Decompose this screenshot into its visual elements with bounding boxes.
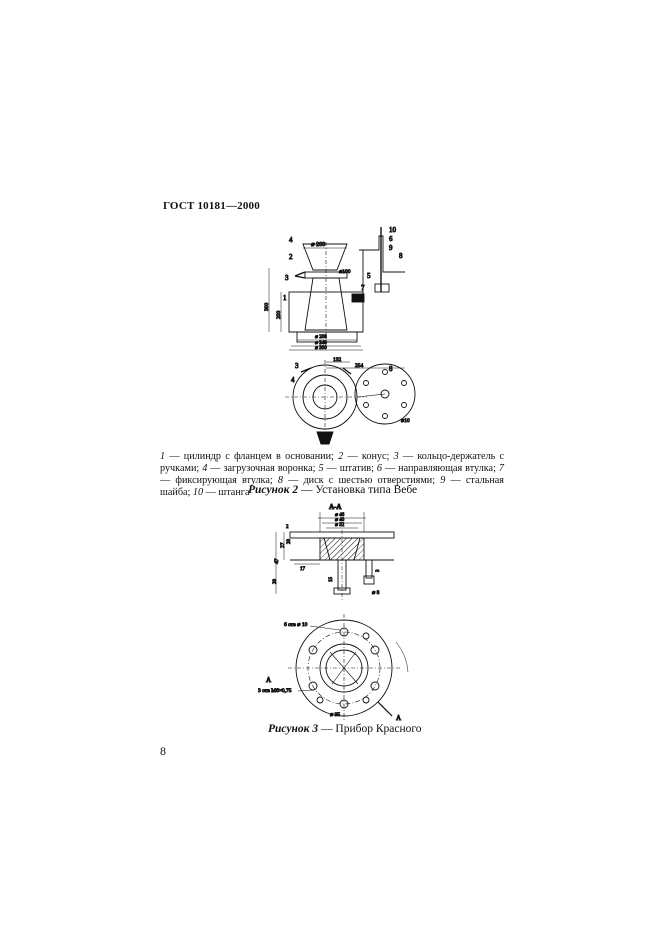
- svg-text:3: 3: [376, 569, 381, 572]
- svg-text:2: 2: [286, 525, 289, 530]
- svg-text:9: 9: [389, 244, 393, 252]
- svg-text:1: 1: [283, 294, 287, 302]
- svg-text:200: 200: [276, 310, 282, 319]
- figure-2-legend: 1 — цилиндр с фланцем в основании; 2 — конус; 3 — кольцо-держатель с ручками; 4 — загрузочная воронка; 5 — штатив; 6 — направляющая втулка; 7— фиксирующая втулка; 8 — диск с шестью отверстиями; 9 — стальная шайба; 10 — штанга: [160, 451, 504, 498]
- svg-text:7: 7: [361, 284, 365, 292]
- figure-3-plan-drawing: [258, 612, 418, 724]
- svg-text:⌀ 200: ⌀ 200: [311, 242, 326, 248]
- svg-text:⌀ 208: ⌀ 208: [315, 335, 327, 340]
- svg-text:4: 4: [289, 236, 293, 244]
- svg-text:⌀ 240: ⌀ 240: [315, 341, 327, 346]
- svg-text:254: 254: [355, 363, 364, 369]
- svg-text:132: 132: [333, 357, 342, 363]
- svg-text:17: 17: [300, 567, 305, 572]
- svg-text:⌀ 40: ⌀ 40: [335, 518, 345, 523]
- cone: [305, 278, 347, 330]
- svg-text:⌀10: ⌀10: [401, 418, 410, 424]
- base-flange: [297, 332, 357, 342]
- svg-text:3: 3: [295, 362, 299, 370]
- svg-text:15: 15: [329, 577, 334, 582]
- svg-text:3: 3: [285, 274, 289, 282]
- svg-text:27: 27: [280, 542, 286, 548]
- stand: [359, 236, 405, 300]
- svg-text:⌀ 300: ⌀ 300: [315, 346, 327, 351]
- svg-text:А-А: А-А: [329, 503, 342, 511]
- svg-text:⌀ 95: ⌀ 95: [330, 712, 341, 718]
- svg-text:⌀ 32: ⌀ 32: [335, 523, 345, 528]
- svg-text:2: 2: [289, 253, 293, 261]
- svg-text:20: 20: [273, 579, 278, 584]
- svg-text:⌀100: ⌀100: [339, 269, 351, 275]
- figure-3-caption: Рисунок 3 — Прибор Красного: [268, 723, 422, 735]
- svg-text:⌀ 8: ⌀ 8: [372, 590, 380, 596]
- svg-text:6: 6: [389, 235, 393, 243]
- svg-text:8: 8: [399, 252, 403, 260]
- svg-text:6 отв ⌀ 10: 6 отв ⌀ 10: [284, 622, 308, 628]
- svg-text:8: 8: [389, 365, 393, 373]
- figure-2-drawing: [255, 222, 435, 452]
- svg-text:10: 10: [389, 226, 396, 234]
- svg-text:4: 4: [291, 376, 295, 384]
- svg-text:300: 300: [264, 302, 270, 311]
- page-number: 8: [160, 744, 166, 758]
- svg-text:3 отв М6×0,75: 3 отв М6×0,75: [258, 688, 292, 694]
- svg-text:5: 5: [367, 272, 371, 280]
- figure-2-caption: Рисунок 2 — Установка типа Вебе: [248, 484, 418, 496]
- svg-text:47: 47: [274, 558, 280, 564]
- figure-3-section-drawing: [258, 502, 408, 608]
- document-header: ГОСТ 10181—2000: [163, 200, 260, 212]
- svg-text:А: А: [266, 676, 272, 684]
- svg-text:20: 20: [287, 539, 292, 544]
- svg-text:А: А: [396, 714, 402, 722]
- svg-text:⌀ 46: ⌀ 46: [335, 513, 345, 518]
